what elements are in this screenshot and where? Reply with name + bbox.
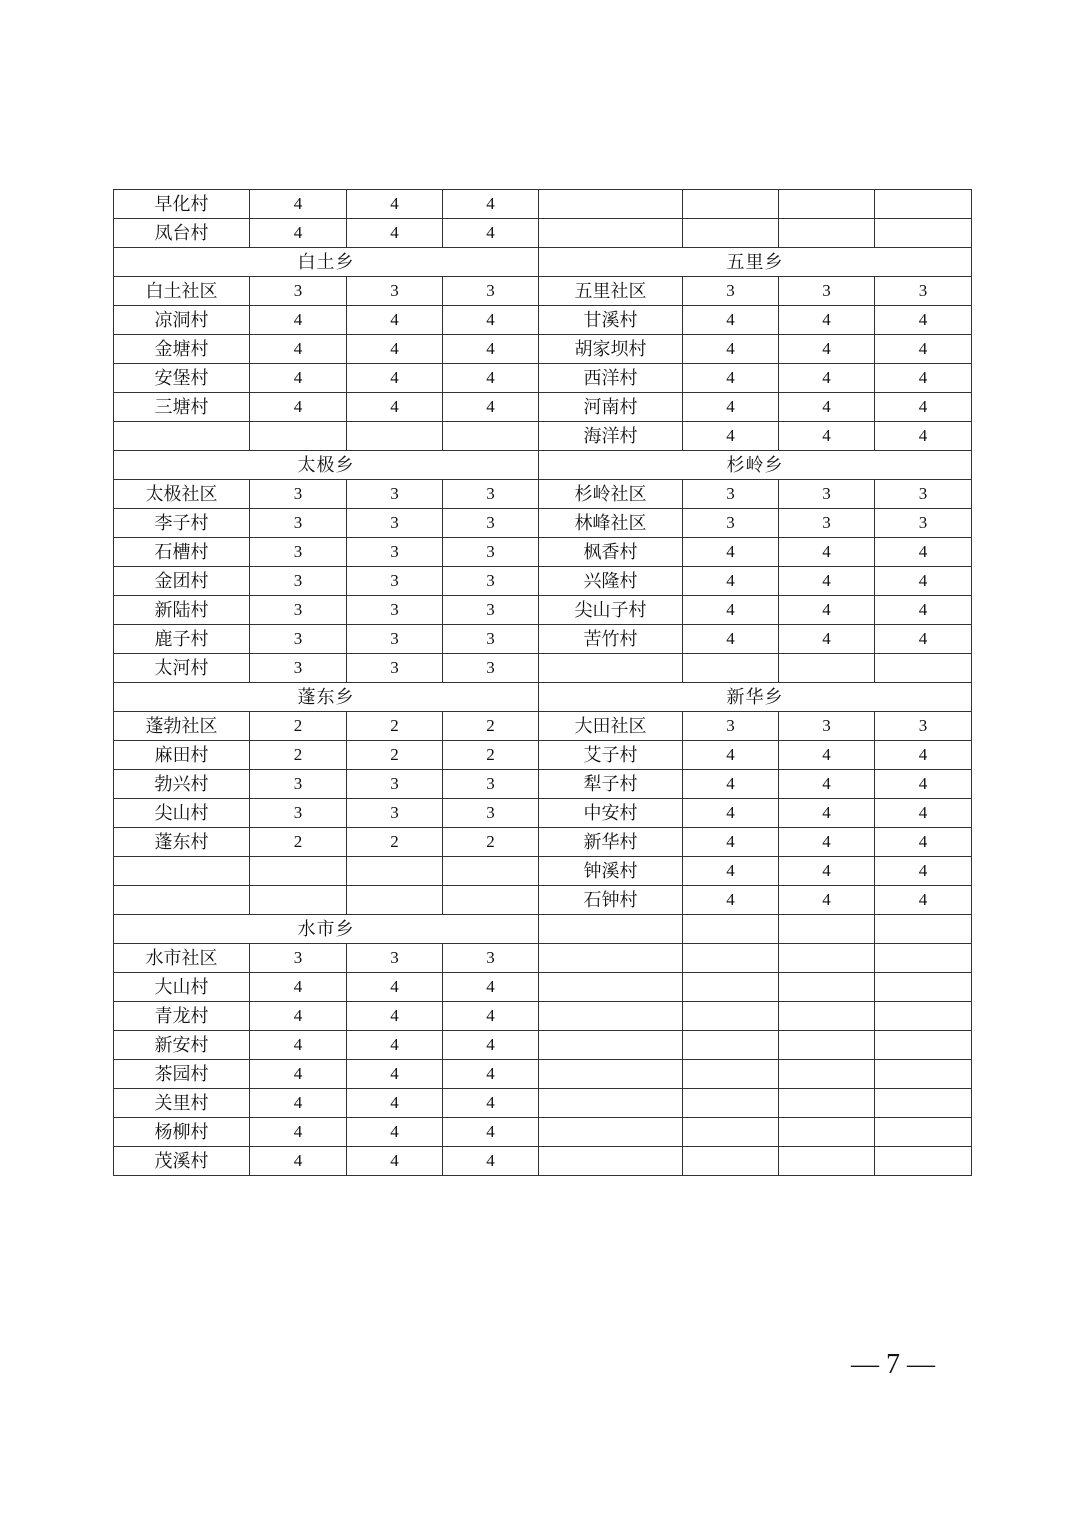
value-cell: 4: [443, 219, 539, 248]
village-name-cell: 犁子村: [539, 770, 683, 799]
table-row: [114, 538, 972, 567]
value-cell: [875, 1031, 972, 1060]
value-cell: [250, 886, 347, 915]
table-row: [114, 886, 972, 915]
value-cell: 4: [779, 625, 875, 654]
table-row: [114, 799, 972, 828]
value-cell: 4: [347, 219, 443, 248]
village-name-cell: 杉岭社区: [539, 480, 683, 509]
value-cell: 3: [443, 277, 539, 306]
village-name-cell: 新安村: [114, 1031, 250, 1060]
value-cell: 4: [779, 857, 875, 886]
table-row: [114, 190, 972, 219]
village-name-cell: 新陆村: [114, 596, 250, 625]
township-header: 蓬东乡: [114, 683, 539, 712]
value-cell: 3: [443, 567, 539, 596]
value-cell: 4: [250, 1147, 347, 1176]
township-header: 太极乡: [114, 451, 539, 480]
village-name-cell: [539, 1089, 683, 1118]
value-cell: 3: [683, 480, 779, 509]
value-cell: 2: [347, 828, 443, 857]
village-name-cell: [539, 1060, 683, 1089]
value-cell: 4: [443, 364, 539, 393]
value-cell: 4: [779, 886, 875, 915]
village-name-cell: 安堡村: [114, 364, 250, 393]
value-cell: 3: [250, 538, 347, 567]
value-cell: [250, 857, 347, 886]
value-cell: 4: [347, 1147, 443, 1176]
value-cell: 3: [443, 480, 539, 509]
value-cell: 3: [250, 944, 347, 973]
value-cell: 4: [779, 567, 875, 596]
value-cell: 4: [347, 973, 443, 1002]
value-cell: 4: [875, 857, 972, 886]
village-name-cell: 麻田村: [114, 741, 250, 770]
value-cell: 3: [347, 596, 443, 625]
value-cell: [875, 1060, 972, 1089]
value-cell: [683, 973, 779, 1002]
village-name-cell: 水市社区: [114, 944, 250, 973]
value-cell: 3: [250, 799, 347, 828]
value-cell: 3: [875, 712, 972, 741]
table-row: [114, 1002, 972, 1031]
value-cell: 4: [683, 306, 779, 335]
value-cell: 4: [683, 741, 779, 770]
value-cell: 3: [347, 654, 443, 683]
table-row: [114, 683, 972, 712]
table-row: [114, 973, 972, 1002]
value-cell: [250, 422, 347, 451]
table-row: [114, 712, 972, 741]
township-header: 新华乡: [539, 683, 972, 712]
value-cell: 4: [779, 306, 875, 335]
village-name-cell: 金塘村: [114, 335, 250, 364]
value-cell: 2: [443, 712, 539, 741]
value-cell: 4: [875, 306, 972, 335]
table-row: [114, 219, 972, 248]
value-cell: 3: [443, 654, 539, 683]
table-row: [114, 770, 972, 799]
value-cell: 4: [779, 364, 875, 393]
value-cell: [875, 654, 972, 683]
value-cell: 4: [683, 886, 779, 915]
value-cell: [875, 1089, 972, 1118]
value-cell: [875, 1002, 972, 1031]
village-name-cell: [539, 190, 683, 219]
value-cell: 4: [875, 741, 972, 770]
value-cell: 4: [347, 190, 443, 219]
village-name-cell: [539, 1118, 683, 1147]
table-row: [114, 1060, 972, 1089]
value-cell: [443, 422, 539, 451]
village-name-cell: 五里社区: [539, 277, 683, 306]
value-cell: 4: [443, 190, 539, 219]
value-cell: 3: [443, 538, 539, 567]
village-name-cell: 茂溪村: [114, 1147, 250, 1176]
value-cell: 3: [347, 944, 443, 973]
table-row: [114, 915, 972, 944]
table-row: [114, 335, 972, 364]
table-row: [114, 741, 972, 770]
table-row: [114, 364, 972, 393]
value-cell: 4: [875, 625, 972, 654]
value-cell: 4: [683, 422, 779, 451]
table-row: [114, 1147, 972, 1176]
value-cell: 3: [443, 944, 539, 973]
value-cell: 2: [250, 741, 347, 770]
value-cell: 4: [250, 306, 347, 335]
village-name-cell: 西洋村: [539, 364, 683, 393]
village-name-cell: [539, 1002, 683, 1031]
value-cell: 2: [347, 741, 443, 770]
table-row: [114, 480, 972, 509]
value-cell: 3: [683, 712, 779, 741]
value-cell: [683, 219, 779, 248]
value-cell: 4: [875, 393, 972, 422]
village-name-cell: 尖山村: [114, 799, 250, 828]
table-body: [114, 190, 972, 1176]
value-cell: [779, 915, 875, 944]
value-cell: 4: [875, 596, 972, 625]
value-cell: 4: [347, 1031, 443, 1060]
value-cell: [779, 1118, 875, 1147]
value-cell: 4: [683, 625, 779, 654]
value-cell: [779, 190, 875, 219]
village-data-table: [113, 189, 972, 1176]
village-name-cell: 林峰社区: [539, 509, 683, 538]
value-cell: 4: [250, 1031, 347, 1060]
village-name-cell: 石钟村: [539, 886, 683, 915]
value-cell: [779, 973, 875, 1002]
value-cell: 2: [443, 828, 539, 857]
village-name-cell: 蓬东村: [114, 828, 250, 857]
value-cell: 3: [779, 480, 875, 509]
village-name-cell: 河南村: [539, 393, 683, 422]
value-cell: 3: [779, 712, 875, 741]
value-cell: 4: [250, 1002, 347, 1031]
value-cell: 3: [250, 770, 347, 799]
value-cell: 4: [875, 828, 972, 857]
value-cell: 4: [683, 857, 779, 886]
village-name-cell: 鹿子村: [114, 625, 250, 654]
value-cell: [683, 1089, 779, 1118]
village-name-cell: [539, 915, 683, 944]
value-cell: 3: [250, 567, 347, 596]
value-cell: 4: [779, 538, 875, 567]
village-name-cell: 三塘村: [114, 393, 250, 422]
value-cell: [875, 915, 972, 944]
value-cell: [779, 654, 875, 683]
value-cell: 4: [347, 1060, 443, 1089]
value-cell: 4: [250, 1089, 347, 1118]
value-cell: 4: [443, 1118, 539, 1147]
value-cell: 4: [443, 973, 539, 1002]
value-cell: 3: [683, 509, 779, 538]
table-row: [114, 857, 972, 886]
value-cell: [683, 1002, 779, 1031]
value-cell: [875, 190, 972, 219]
value-cell: 4: [443, 335, 539, 364]
value-cell: [683, 1147, 779, 1176]
value-cell: [779, 944, 875, 973]
value-cell: 4: [779, 741, 875, 770]
value-cell: 3: [443, 770, 539, 799]
value-cell: 4: [779, 393, 875, 422]
value-cell: 3: [347, 567, 443, 596]
village-name-cell: 苦竹村: [539, 625, 683, 654]
village-name-cell: [539, 944, 683, 973]
village-name-cell: 白土社区: [114, 277, 250, 306]
village-name-cell: [114, 857, 250, 886]
table-row: [114, 1089, 972, 1118]
township-header: 五里乡: [539, 248, 972, 277]
value-cell: [683, 915, 779, 944]
value-cell: 3: [347, 277, 443, 306]
value-cell: 3: [875, 509, 972, 538]
village-name-cell: [114, 422, 250, 451]
value-cell: 4: [347, 306, 443, 335]
value-cell: [779, 219, 875, 248]
value-cell: [875, 944, 972, 973]
value-cell: 4: [875, 770, 972, 799]
village-name-cell: 中安村: [539, 799, 683, 828]
value-cell: 4: [250, 364, 347, 393]
value-cell: 3: [250, 625, 347, 654]
value-cell: 4: [347, 393, 443, 422]
table-row: [114, 1031, 972, 1060]
village-name-cell: 钟溪村: [539, 857, 683, 886]
value-cell: 4: [443, 1060, 539, 1089]
village-name-cell: [539, 219, 683, 248]
village-name-cell: [539, 654, 683, 683]
village-name-cell: 兴隆村: [539, 567, 683, 596]
village-name-cell: 大田社区: [539, 712, 683, 741]
value-cell: [683, 1031, 779, 1060]
value-cell: [443, 886, 539, 915]
value-cell: 4: [250, 1060, 347, 1089]
value-cell: 4: [250, 973, 347, 1002]
value-cell: 4: [250, 190, 347, 219]
value-cell: 4: [683, 828, 779, 857]
value-cell: 4: [250, 335, 347, 364]
value-cell: 3: [443, 596, 539, 625]
value-cell: 3: [875, 277, 972, 306]
table-row: [114, 944, 972, 973]
value-cell: 3: [347, 799, 443, 828]
village-name-cell: [114, 886, 250, 915]
table-row: [114, 248, 972, 277]
value-cell: 4: [779, 335, 875, 364]
value-cell: [347, 422, 443, 451]
value-cell: [443, 857, 539, 886]
value-cell: 3: [250, 596, 347, 625]
table-row: [114, 654, 972, 683]
village-name-cell: 甘溪村: [539, 306, 683, 335]
value-cell: 3: [250, 277, 347, 306]
value-cell: [875, 1118, 972, 1147]
value-cell: 4: [250, 1118, 347, 1147]
village-name-cell: 蓬勃社区: [114, 712, 250, 741]
value-cell: 4: [875, 886, 972, 915]
value-cell: [347, 886, 443, 915]
value-cell: 4: [683, 596, 779, 625]
value-cell: 4: [875, 422, 972, 451]
village-name-cell: 杨柳村: [114, 1118, 250, 1147]
value-cell: [779, 1060, 875, 1089]
value-cell: 4: [250, 219, 347, 248]
value-cell: [347, 857, 443, 886]
value-cell: 4: [779, 596, 875, 625]
value-cell: 4: [683, 335, 779, 364]
village-name-cell: 太河村: [114, 654, 250, 683]
value-cell: 3: [443, 625, 539, 654]
village-name-cell: 艾子村: [539, 741, 683, 770]
township-header: 白土乡: [114, 248, 539, 277]
value-cell: 2: [443, 741, 539, 770]
value-cell: [779, 1089, 875, 1118]
table-row: [114, 828, 972, 857]
value-cell: 3: [347, 770, 443, 799]
value-cell: [779, 1031, 875, 1060]
value-cell: 3: [443, 509, 539, 538]
township-header: 杉岭乡: [539, 451, 972, 480]
value-cell: 3: [779, 509, 875, 538]
value-cell: [683, 654, 779, 683]
value-cell: 4: [250, 393, 347, 422]
village-name-cell: 茶园村: [114, 1060, 250, 1089]
value-cell: 4: [443, 306, 539, 335]
value-cell: 4: [779, 422, 875, 451]
table-row: [114, 451, 972, 480]
table-row: [114, 567, 972, 596]
value-cell: 2: [347, 712, 443, 741]
value-cell: 3: [443, 799, 539, 828]
value-cell: 4: [347, 364, 443, 393]
value-cell: 3: [347, 538, 443, 567]
table-row: [114, 306, 972, 335]
village-name-cell: [539, 973, 683, 1002]
table-row: [114, 422, 972, 451]
value-cell: 4: [683, 364, 779, 393]
value-cell: 4: [443, 1002, 539, 1031]
value-cell: 4: [347, 335, 443, 364]
village-name-cell: 勃兴村: [114, 770, 250, 799]
value-cell: [683, 1118, 779, 1147]
value-cell: 4: [875, 538, 972, 567]
value-cell: 4: [347, 1118, 443, 1147]
value-cell: 3: [347, 509, 443, 538]
value-cell: 4: [779, 799, 875, 828]
value-cell: 2: [250, 828, 347, 857]
village-name-cell: 大山村: [114, 973, 250, 1002]
value-cell: [779, 1002, 875, 1031]
value-cell: 4: [875, 364, 972, 393]
village-name-cell: 胡家坝村: [539, 335, 683, 364]
value-cell: 4: [443, 1147, 539, 1176]
village-name-cell: 尖山子村: [539, 596, 683, 625]
village-name-cell: 新华村: [539, 828, 683, 857]
value-cell: 4: [779, 828, 875, 857]
village-name-cell: 早化村: [114, 190, 250, 219]
value-cell: [875, 1147, 972, 1176]
value-cell: [875, 973, 972, 1002]
value-cell: 4: [683, 393, 779, 422]
value-cell: 4: [779, 770, 875, 799]
value-cell: [875, 219, 972, 248]
value-cell: 4: [347, 1002, 443, 1031]
value-cell: 4: [443, 1031, 539, 1060]
table-row: [114, 277, 972, 306]
value-cell: 3: [347, 480, 443, 509]
value-cell: 4: [443, 393, 539, 422]
value-cell: 3: [875, 480, 972, 509]
value-cell: 4: [683, 770, 779, 799]
village-name-cell: 石槽村: [114, 538, 250, 567]
value-cell: 3: [779, 277, 875, 306]
value-cell: 4: [875, 799, 972, 828]
table-row: [114, 393, 972, 422]
value-cell: 3: [683, 277, 779, 306]
value-cell: 3: [347, 625, 443, 654]
value-cell: 4: [683, 538, 779, 567]
table-row: [114, 509, 972, 538]
table-row: [114, 596, 972, 625]
table-row: [114, 625, 972, 654]
value-cell: 4: [875, 335, 972, 364]
village-name-cell: 凤台村: [114, 219, 250, 248]
value-cell: 4: [683, 567, 779, 596]
value-cell: [683, 190, 779, 219]
value-cell: [683, 944, 779, 973]
value-cell: [683, 1060, 779, 1089]
village-name-cell: 凉洞村: [114, 306, 250, 335]
value-cell: 4: [875, 567, 972, 596]
page-number: — 7 —: [851, 1349, 935, 1380]
village-name-cell: 太极社区: [114, 480, 250, 509]
village-name-cell: 青龙村: [114, 1002, 250, 1031]
village-name-cell: 海洋村: [539, 422, 683, 451]
village-name-cell: [539, 1147, 683, 1176]
value-cell: 4: [683, 799, 779, 828]
value-cell: 2: [250, 712, 347, 741]
value-cell: 3: [250, 480, 347, 509]
village-name-cell: 枫香村: [539, 538, 683, 567]
village-name-cell: [539, 1031, 683, 1060]
village-name-cell: 金团村: [114, 567, 250, 596]
value-cell: 4: [443, 1089, 539, 1118]
value-cell: 3: [250, 654, 347, 683]
village-name-cell: 李子村: [114, 509, 250, 538]
table-row: [114, 1118, 972, 1147]
village-name-cell: 关里村: [114, 1089, 250, 1118]
value-cell: 4: [347, 1089, 443, 1118]
value-cell: 3: [250, 509, 347, 538]
township-header: 水市乡: [114, 915, 539, 944]
value-cell: [779, 1147, 875, 1176]
